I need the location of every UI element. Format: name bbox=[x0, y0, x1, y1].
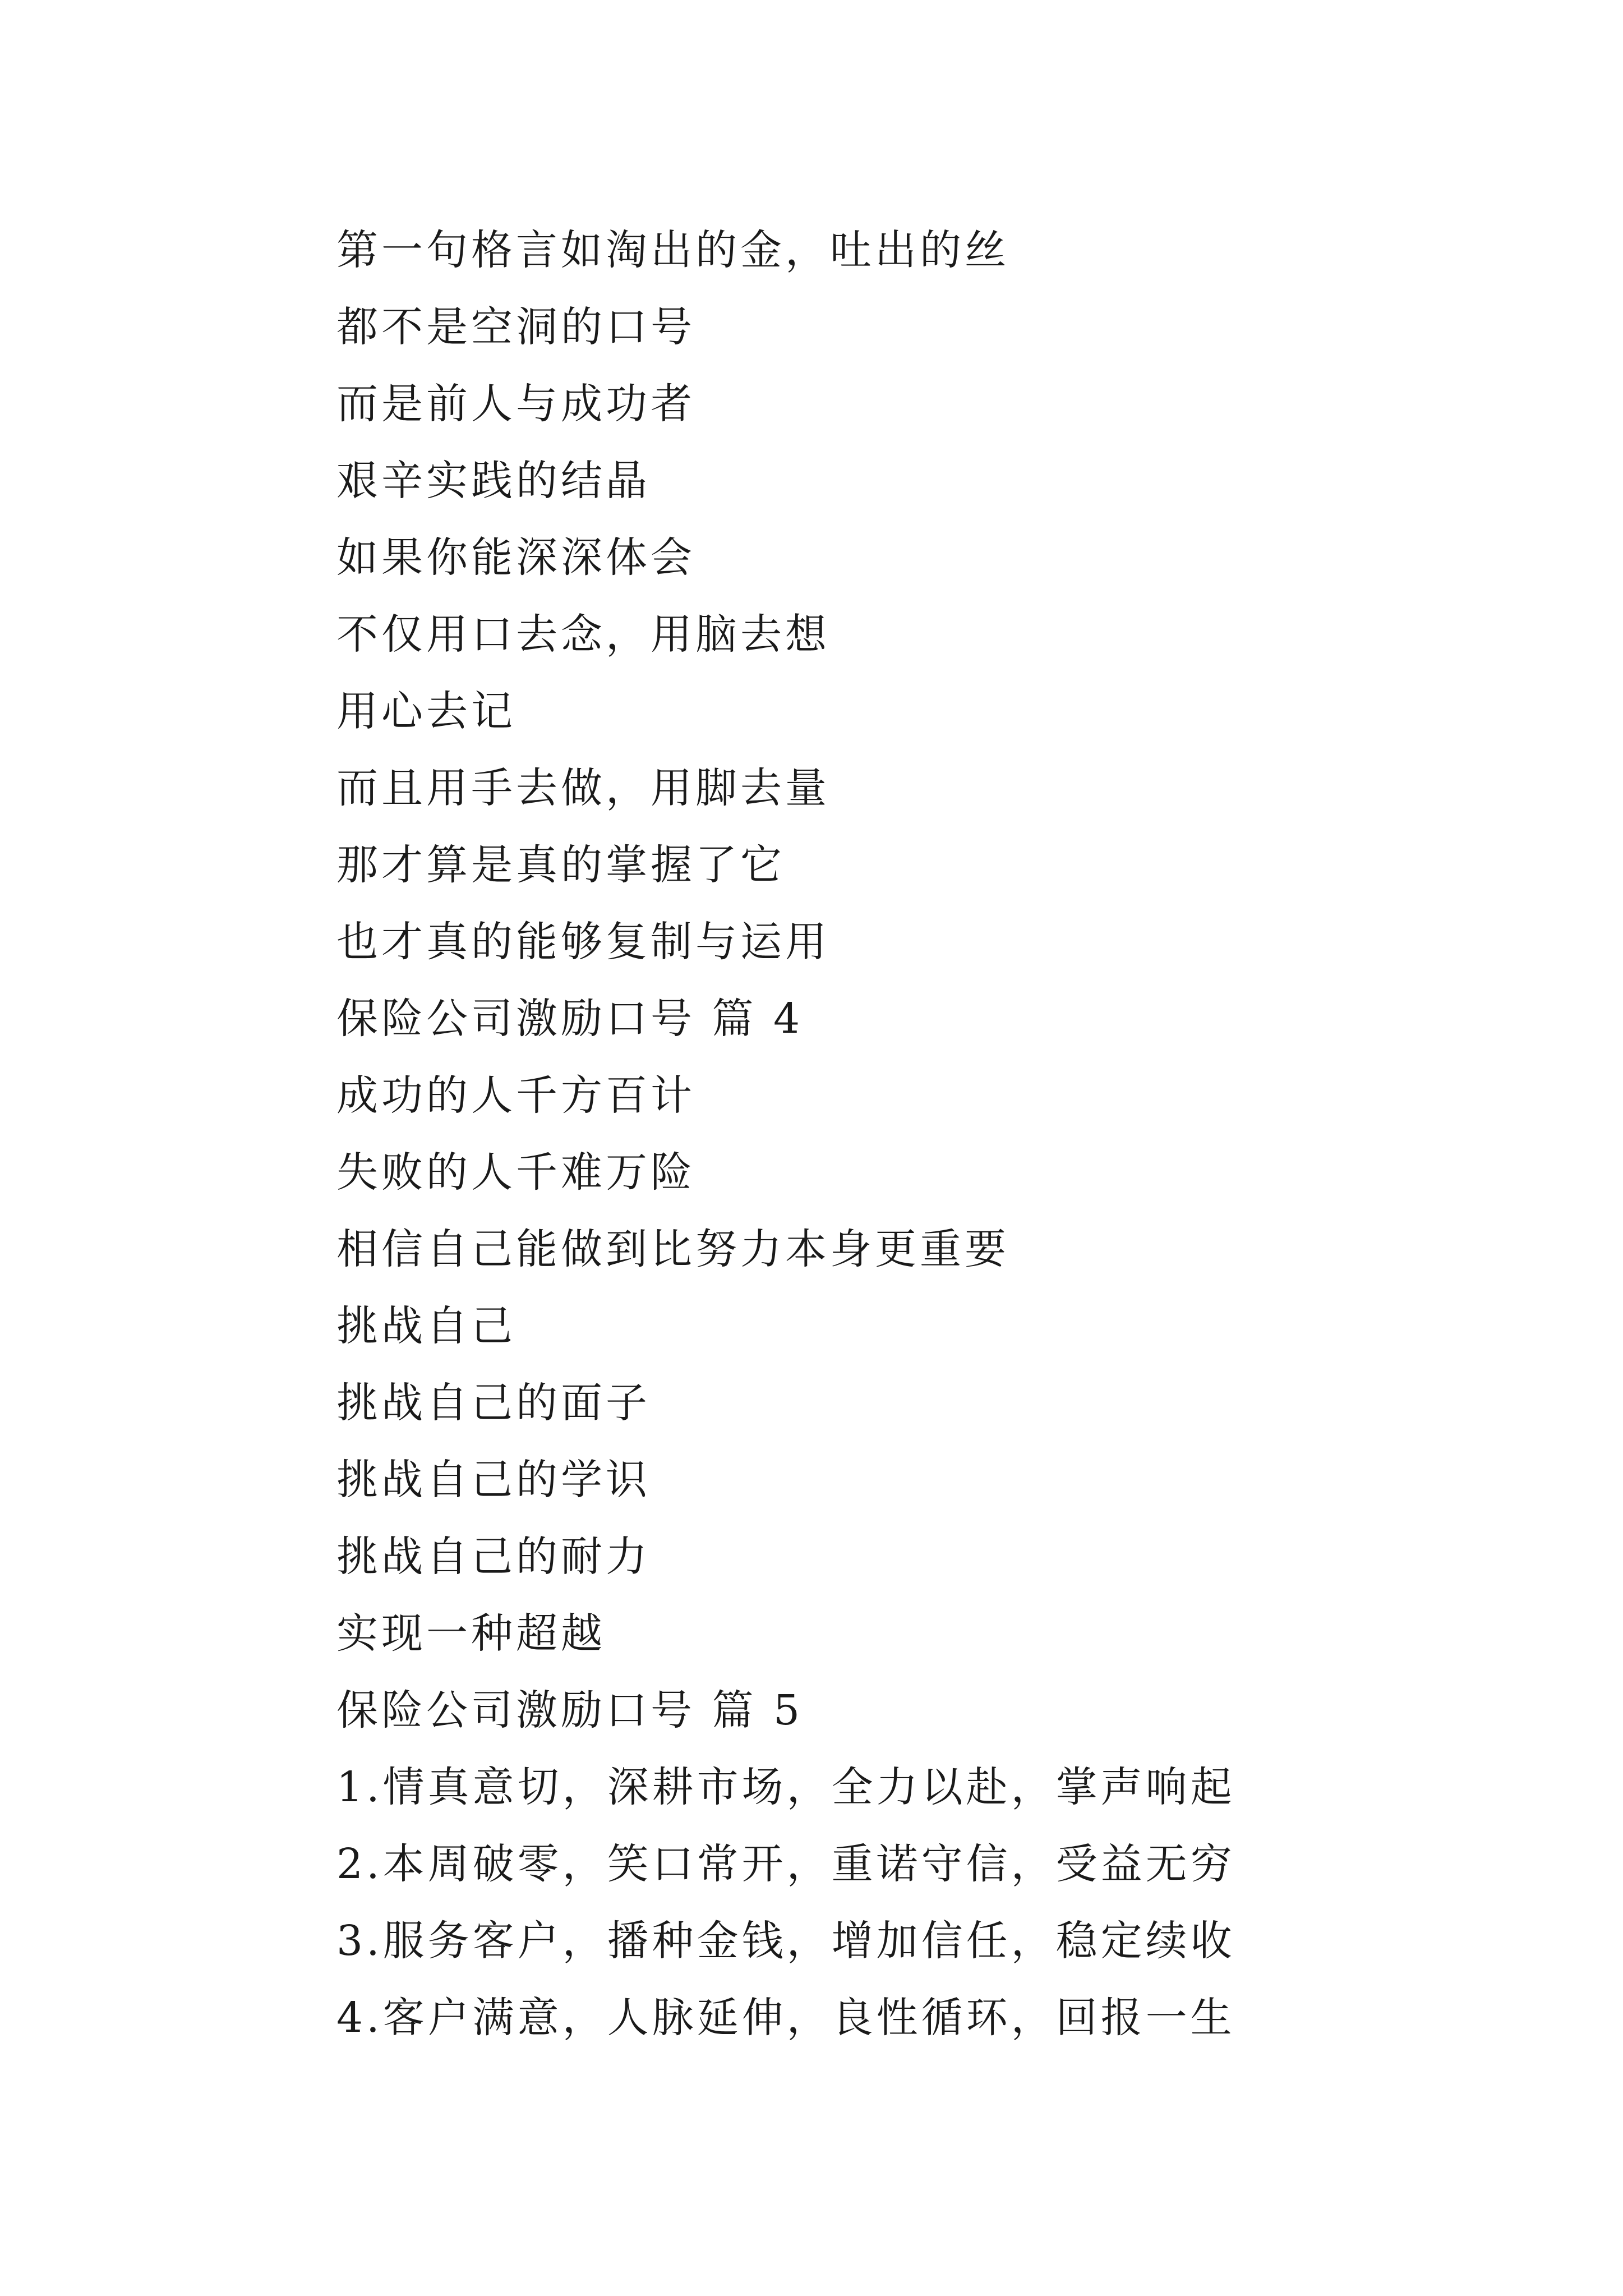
list-item: 1.情真意切，深耕市场，全力以赴，掌声响起 bbox=[336, 1763, 1235, 1811]
text-line: 用心去记 bbox=[336, 687, 516, 735]
text-line: 如果你能深深体会 bbox=[336, 533, 695, 582]
list-item: 4.客户满意，人脉延伸，良性循环，回报一生 bbox=[336, 1994, 1235, 2042]
text-line: 相信自己能做到比努力本身更重要 bbox=[336, 1225, 1009, 1273]
text-line: 挑战自己的耐力 bbox=[336, 1533, 651, 1581]
text-line: 艰辛实践的结晶 bbox=[336, 457, 651, 505]
text-line: 而且用手去做，用脚去量 bbox=[336, 764, 830, 812]
section-heading: 保险公司激励口号 篇 5 bbox=[336, 1686, 804, 1734]
section-heading: 保险公司激励口号 篇 4 bbox=[336, 995, 804, 1043]
text-line: 不仅用口去念，用脑去想 bbox=[336, 610, 830, 659]
text-line: 第一句格言如淘出的金，吐出的丝 bbox=[336, 226, 1009, 274]
text-line: 也才真的能够复制与运用 bbox=[336, 918, 830, 966]
document-body bbox=[336, 212, 1514, 2056]
list-item: 3.服务客户，播种金钱，增加信任，稳定续收 bbox=[336, 1917, 1235, 1965]
text-line: 成功的人千方百计 bbox=[336, 1071, 695, 1120]
text-line: 挑战自己的面子 bbox=[336, 1379, 651, 1427]
list-item: 2.本周破零，笑口常开，重诺守信，受益无穷 bbox=[336, 1840, 1235, 1888]
text-line: 都不是空洞的口号 bbox=[336, 303, 695, 351]
text-line: 而是前人与成功者 bbox=[336, 380, 695, 428]
text-line: 挑战自己的学识 bbox=[336, 1456, 651, 1504]
text-line: 那才算是真的掌握了它 bbox=[336, 841, 785, 889]
text-line: 实现一种超越 bbox=[336, 1609, 606, 1658]
text-line: 失败的人千难万险 bbox=[336, 1148, 695, 1197]
text-line: 挑战自己 bbox=[336, 1302, 516, 1350]
